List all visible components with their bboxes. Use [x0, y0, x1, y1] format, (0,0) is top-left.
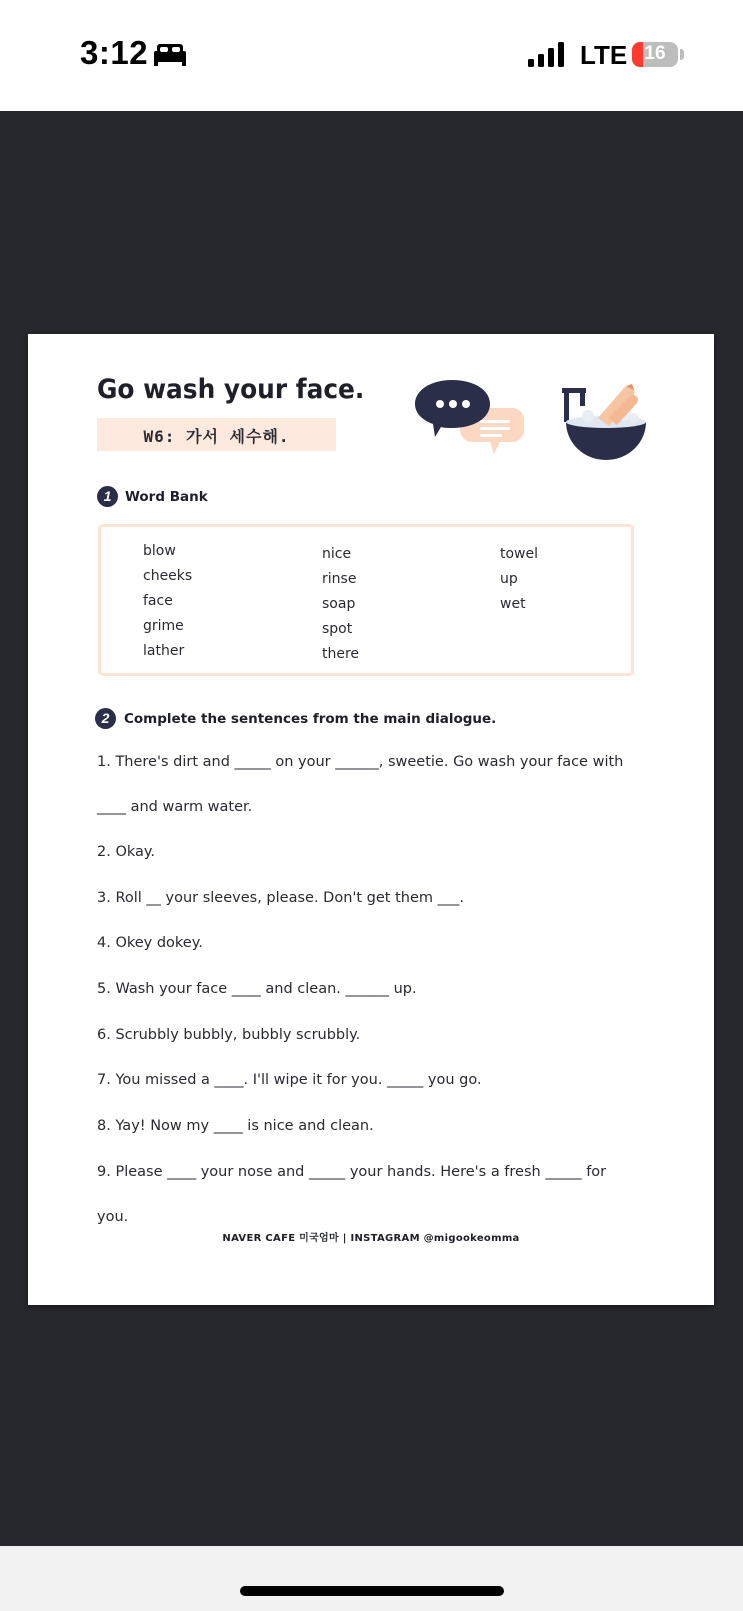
subtitle-banner: [97, 418, 336, 451]
battery-tip: [680, 49, 684, 60]
battery-icon: [632, 42, 678, 67]
exercise-sentence: ____ and warm water.: [97, 799, 253, 815]
bed-icon: [153, 42, 187, 66]
cellular-signal-icon: [528, 42, 566, 68]
exercise-sentence: 7. You missed a ____. I'll wipe it for you. _____ you go.: [97, 1072, 482, 1088]
exercise-sentence: 1. There's dirt and _____ on your ______, sweetie. Go wash your face with: [97, 754, 624, 770]
washing-basin-icon: [560, 380, 652, 462]
exercise-sentence: 5. Wash your face ____ and clean. ______ up.: [97, 981, 417, 997]
worksheet-page[interactable]: [28, 334, 714, 1305]
worksheet-subtitle: W6: 가서 세수해.: [143, 427, 290, 446]
word-bank-column: [143, 539, 192, 664]
word-bank-word: cheeks: [143, 568, 193, 584]
word-bank-word: soap: [322, 596, 356, 612]
document-viewer[interactable]: [0, 111, 743, 1546]
worksheet-footer: NAVER CAFE 미국엄마 | INSTAGRAM @migookeomma: [222, 1233, 520, 1244]
word-bank-word: up: [500, 571, 518, 587]
word-bank-heading: Word Bank: [125, 489, 208, 505]
word-bank-word: wet: [500, 596, 526, 612]
status-bar: [0, 0, 743, 111]
word-bank-column: [322, 542, 359, 667]
exercise-sentence: 3. Roll __ your sleeves, please. Don't get them ___.: [97, 890, 464, 906]
exercise-sentence: 9. Please ____ your nose and _____ your hands. Here's a fresh _____ for: [97, 1164, 607, 1180]
worksheet-title: Go wash your face.: [97, 374, 365, 405]
speech-bubbles-icon: [414, 378, 534, 458]
word-bank-word: grime: [143, 618, 184, 634]
network-type: LTE: [580, 40, 628, 70]
battery-percent: 16: [644, 43, 666, 64]
home-indicator[interactable]: [240, 1586, 504, 1596]
section-number-badge: 1: [97, 486, 118, 507]
word-bank-word: nice: [322, 546, 352, 562]
word-bank-word: rinse: [322, 571, 357, 587]
exercise-sentence: you.: [97, 1209, 129, 1225]
word-bank-word: blow: [143, 543, 176, 559]
word-bank-word: lather: [143, 643, 185, 659]
word-bank-word: towel: [500, 546, 539, 562]
word-bank-word: face: [143, 593, 173, 609]
exercise-sentence: 8. Yay! Now my ____ is nice and clean.: [97, 1118, 374, 1134]
exercise-heading: Complete the sentences from the main dialogue.: [124, 711, 497, 727]
word-bank-column: [500, 542, 538, 617]
word-bank-word: spot: [322, 621, 353, 637]
clock-time: 3:12: [80, 34, 149, 71]
word-bank-word: there: [322, 646, 360, 662]
exercise-sentence: 2. Okay.: [97, 844, 156, 860]
exercise-sentence: 4. Okey dokey.: [97, 935, 203, 951]
home-indicator-area: [0, 1546, 743, 1611]
word-bank-box: [98, 524, 634, 676]
section-number-badge: 2: [95, 708, 116, 729]
exercise-sentence: 6. Scrubbly bubbly, bubbly scrubbly.: [97, 1027, 361, 1043]
